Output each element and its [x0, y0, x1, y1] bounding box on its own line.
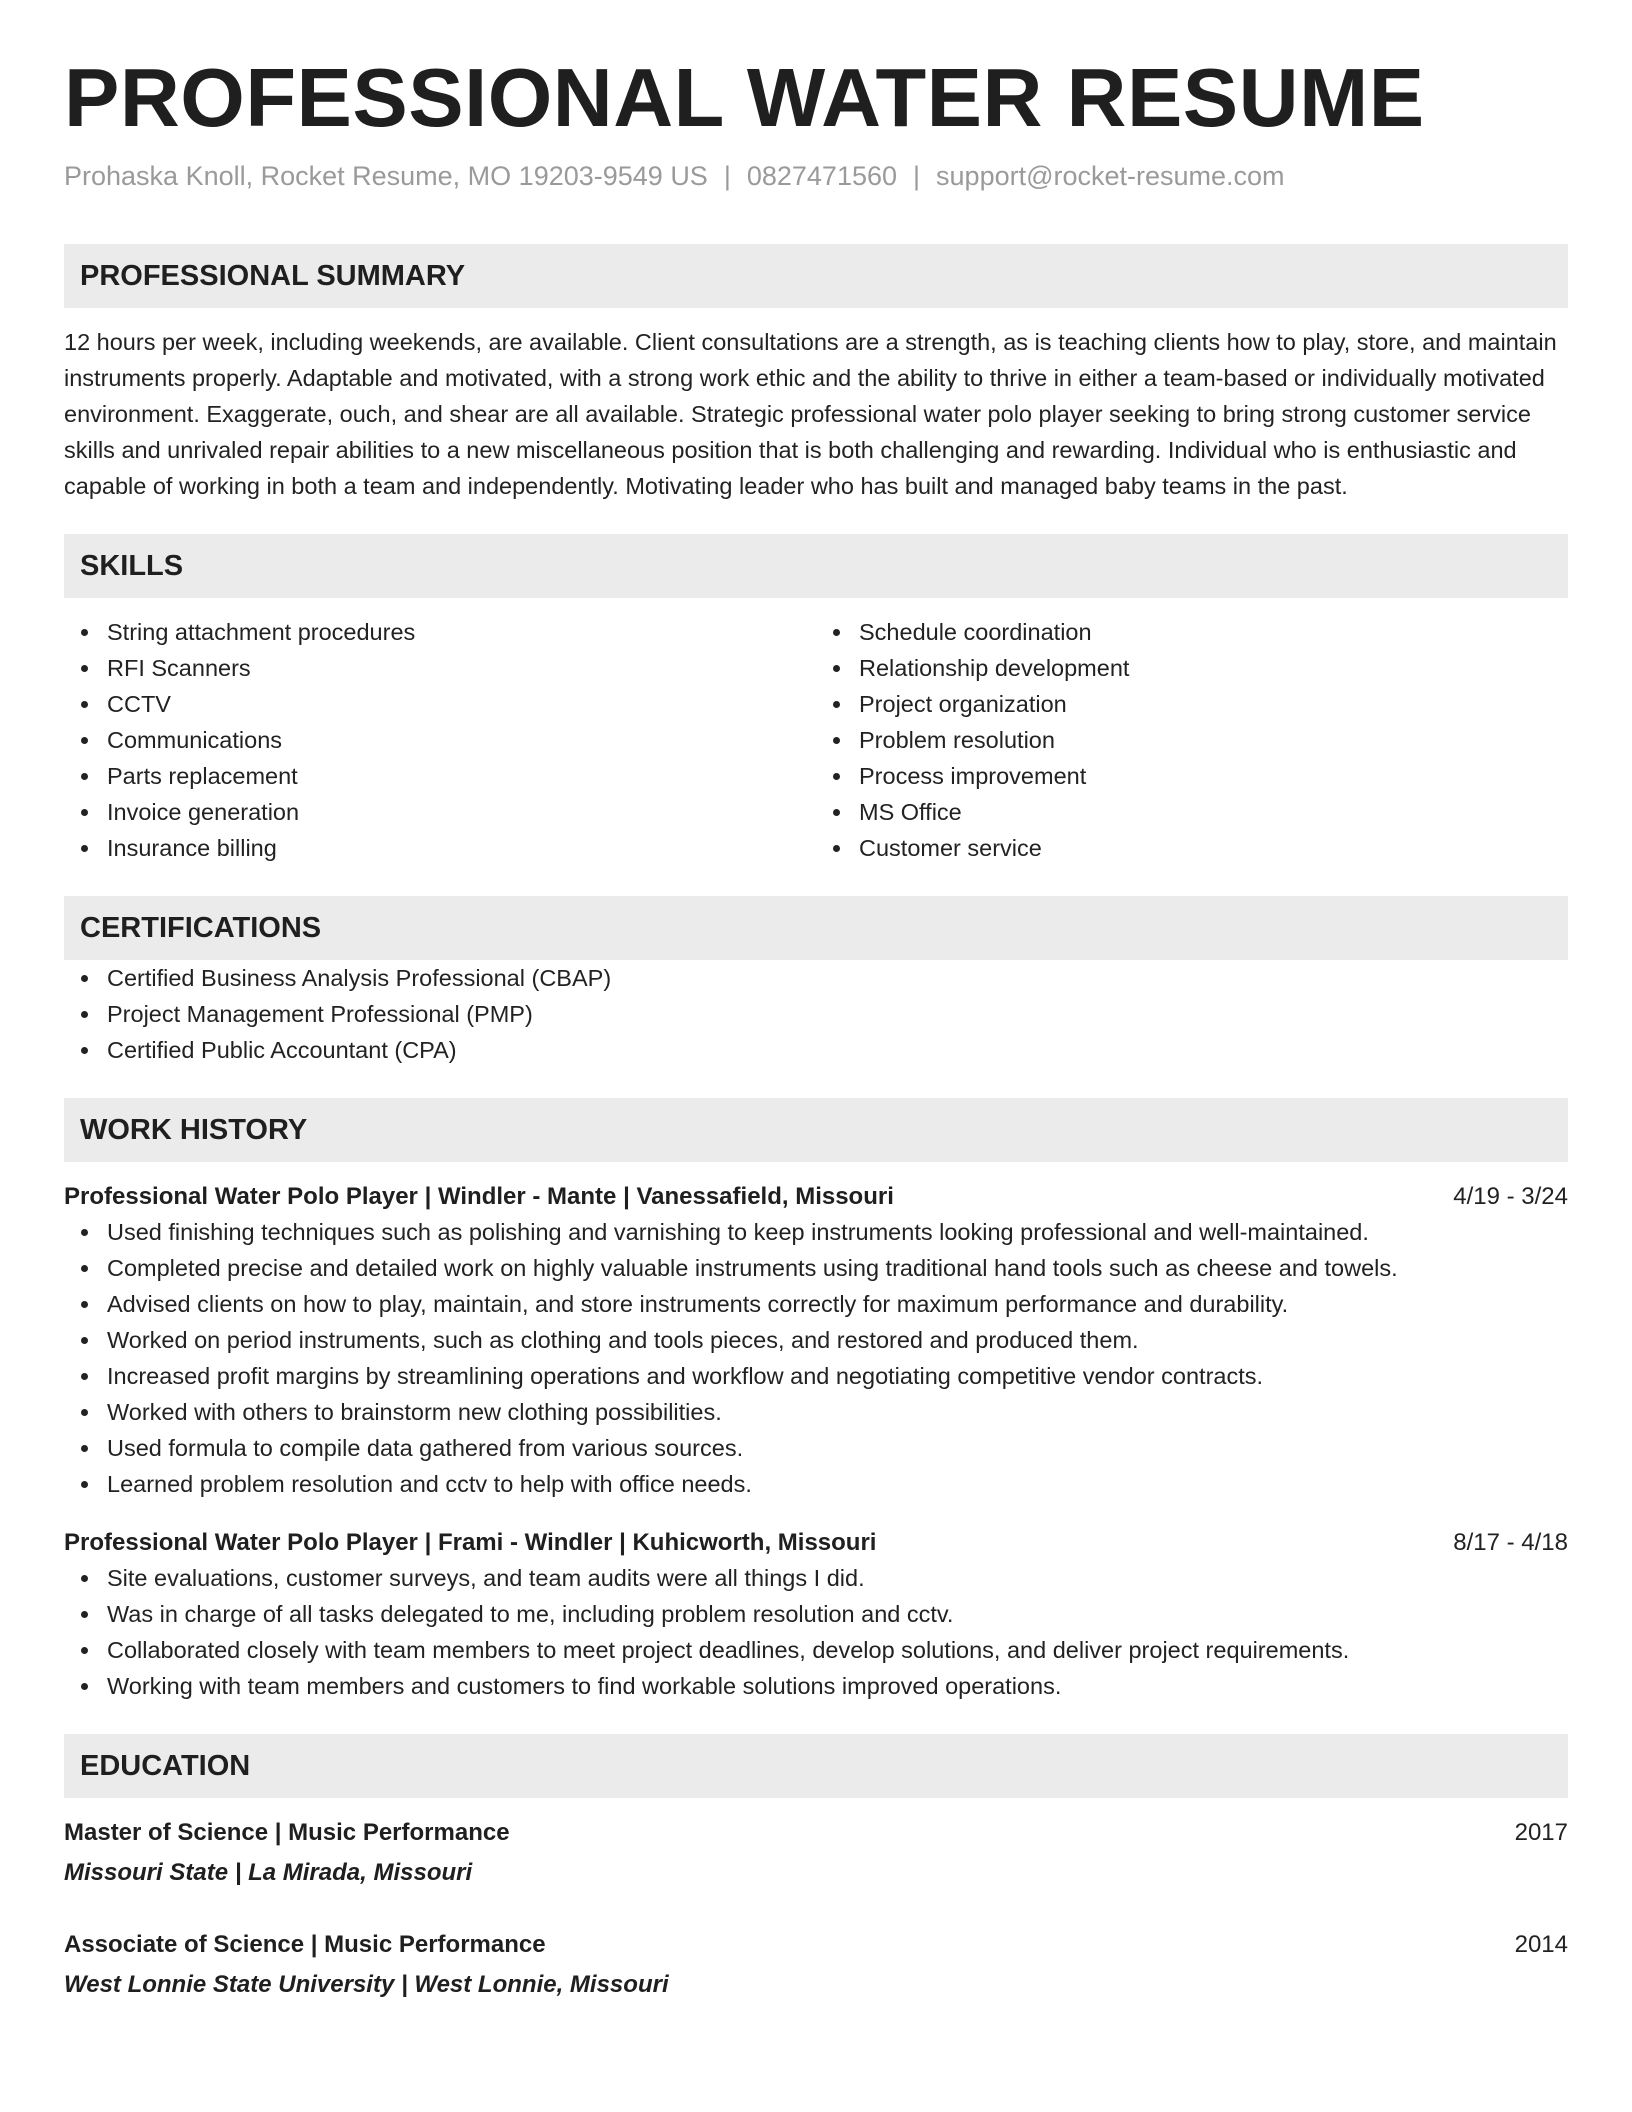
- skill-item: Communications: [107, 722, 816, 758]
- certifications-list: [64, 960, 1568, 1068]
- section-heading-summary: PROFESSIONAL SUMMARY: [64, 244, 1568, 308]
- skill-item: Problem resolution: [859, 722, 1568, 758]
- summary-text: 12 hours per week, including weekends, are available. Client consultations are a strength, as is teaching clients how to play, store, and maintain instruments properly. Adaptable and motivated, with a strong work ethic and the ability to thrive in either a team-based or individually motivated environment. Exaggerate, ouch, and shear are all available. Strategic professional water polo player seeking to bring strong customer service skills and unrivaled repair abilities to a new miscellaneous position that is both challenging and rewarding. Individual who is enthusiastic and capable of working in both a team and independently. Motivating leader who has built and managed baby teams in the past.: [64, 329, 1557, 500]
- skill-item: Schedule coordination: [859, 614, 1568, 650]
- education-header: [64, 1928, 1568, 1962]
- contact-address: Prohaska Knoll, Rocket Resume, MO 19203-9549 US: [64, 160, 708, 191]
- contact-separator: |: [913, 160, 921, 191]
- section-heading-skills: SKILLS: [64, 534, 1568, 598]
- job-bullet: Completed precise and detailed work on highly valuable instruments using traditional hand tools such as cheese and towels.: [107, 1250, 1568, 1286]
- skill-item: CCTV: [107, 686, 816, 722]
- job-bullet: Site evaluations, customer surveys, and team audits were all things I did.: [107, 1560, 1568, 1596]
- skill-item: Relationship development: [859, 650, 1568, 686]
- skill-item: RFI Scanners: [107, 650, 816, 686]
- job-bullet: Learned problem resolution and cctv to help with office needs.: [107, 1466, 1568, 1502]
- job-bullet: Used finishing techniques such as polishing and varnishing to keep instruments looking professional and well-maintained.: [107, 1214, 1568, 1250]
- skill-item: Insurance billing: [107, 830, 816, 866]
- job-bullet: Advised clients on how to play, maintain, and store instruments correctly for maximum performance and durability.: [107, 1286, 1568, 1322]
- certification-item: Certified Public Accountant (CPA): [107, 1032, 1568, 1068]
- job-bullet: Worked on period instruments, such as clothing and tools pieces, and restored and produced them.: [107, 1322, 1568, 1358]
- skill-item: Project organization: [859, 686, 1568, 722]
- education-year: 2014: [1514, 1931, 1568, 1959]
- skills-grid: [64, 614, 1568, 866]
- education-header: [64, 1816, 1568, 1850]
- job-bullet: Worked with others to brainstorm new clothing possibilities.: [107, 1394, 1568, 1430]
- job-header: [64, 1526, 1568, 1560]
- contact-separator: |: [723, 160, 731, 191]
- certification-item: Project Management Professional (PMP): [107, 996, 1568, 1032]
- certification-item: Certified Business Analysis Professional (CBAP): [107, 960, 1568, 996]
- section-heading-education: EDUCATION: [64, 1734, 1568, 1798]
- skill-item: Invoice generation: [107, 794, 816, 830]
- job-bullet: Collaborated closely with team members to meet project deadlines, develop solutions, and deliver project requirements.: [107, 1632, 1568, 1668]
- job-dates: 4/19 - 3/24: [1453, 1183, 1568, 1211]
- skills-column-left: [64, 614, 816, 866]
- job-title: Professional Water Polo Player | Windler - Mante | Vanessafield, Missouri: [64, 1183, 894, 1211]
- contact-line: [64, 159, 1568, 194]
- skill-item: String attachment procedures: [107, 614, 816, 650]
- skill-item: Customer service: [859, 830, 1568, 866]
- resume-name: PROFESSIONAL WATER RESUME: [64, 51, 1425, 144]
- job-header: [64, 1180, 1568, 1214]
- skill-item: Process improvement: [859, 758, 1568, 794]
- section-heading-work-history: WORK HISTORY: [64, 1098, 1568, 1162]
- job-bullets: [64, 1560, 1568, 1704]
- section-heading-certifications: CERTIFICATIONS: [64, 896, 1568, 960]
- education-degree: Master of Science | Music Performance: [64, 1819, 510, 1847]
- job-bullets: [64, 1214, 1568, 1502]
- job-bullet: Used formula to compile data gathered from various sources.: [107, 1430, 1568, 1466]
- contact-email: support@rocket-resume.com: [936, 160, 1285, 191]
- education-school: Missouri State | La Mirada, Missouri: [64, 1859, 473, 1887]
- skill-item: Parts replacement: [107, 758, 816, 794]
- skills-column-right: [816, 614, 1568, 866]
- skill-item: MS Office: [859, 794, 1568, 830]
- job-bullet: Increased profit margins by streamlining operations and workflow and negotiating competitive vendor contracts.: [107, 1358, 1568, 1394]
- job-title: Professional Water Polo Player | Frami - Windler | Kuhicworth, Missouri: [64, 1529, 877, 1557]
- job-bullet: Working with team members and customers to find workable solutions improved operations.: [107, 1668, 1568, 1704]
- contact-phone: 0827471560: [746, 160, 898, 191]
- job-dates: 8/17 - 4/18: [1453, 1529, 1568, 1557]
- education-degree: Associate of Science | Music Performance: [64, 1931, 546, 1959]
- job-bullet: Was in charge of all tasks delegated to me, including problem resolution and cctv.: [107, 1596, 1568, 1632]
- education-year: 2017: [1514, 1819, 1568, 1847]
- education-school: West Lonnie State University | West Lonnie, Missouri: [64, 1971, 669, 1999]
